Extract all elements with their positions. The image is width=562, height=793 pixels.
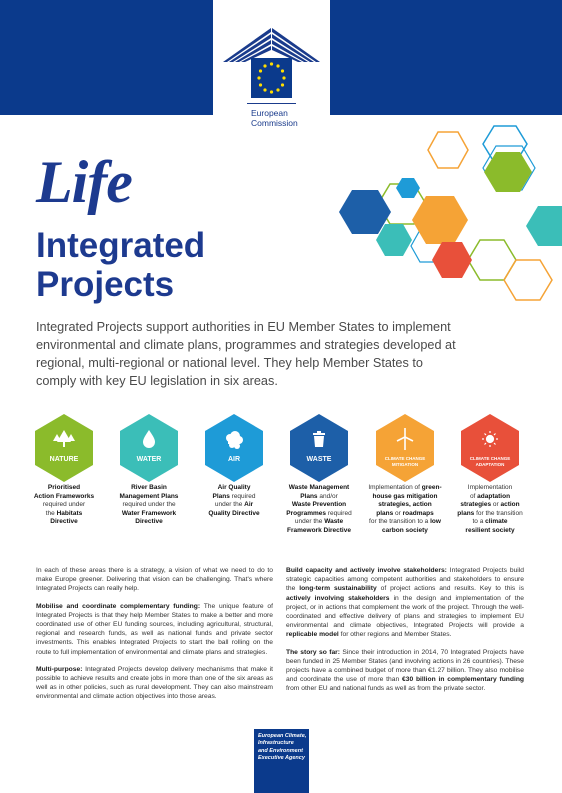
- left-p2: Mobilise and coordinate complementary funding: The unique feature of Integrated Projects is that they help Member States to make a better and more coordinated use of other EU funding sources, including agricultural, structural, regional and research funds, as well as national funds and private sector investments. This enables Integrated Projects to start the ball rolling on the route to full implementation of environmental and climate plans and strategies.: [36, 602, 273, 656]
- area-label-air: AIR: [227, 456, 241, 463]
- logo-text-line1: European: [251, 108, 288, 118]
- right-column: [286, 566, 524, 702]
- area-label-waste: WASTE: [306, 456, 332, 463]
- title-line-1: Integrated: [36, 226, 206, 265]
- life-title: Life: [36, 149, 132, 215]
- right-p2: The story so far: Since their introduction in 2014, 70 Integrated Projects have been funded in 25 Member States (and involving actions in 26 countries). These projects have a combined budget of more than €1.27 billion. They also mobilise and coordinate the use of more than €30 billion in complementary funding from other EU and national funds as well as from the private sector.: [286, 648, 524, 693]
- area-text-nature: Prioritised Action Frameworks required under the Habitats Directive: [33, 484, 95, 525]
- area-climate-mitigation: [373, 412, 437, 484]
- area-air: [202, 412, 266, 484]
- hexagon-cluster-decoration: [330, 122, 562, 312]
- area-label-nature: NATURE: [49, 456, 79, 463]
- area-climate-adaptation: [458, 412, 522, 484]
- left-p3: Multi-purpose: Integrated Projects develop delivery mechanisms that make it possible to achieve results and create jobs in more than one of the six areas as well as in other policies, such as rural development. They can also mainstream environmental and climate action objectives into those areas.: [36, 665, 273, 701]
- area-text-adaptation: Implementation of adaptation strategies or action plans for the transition to a climate resilient society: [457, 484, 523, 534]
- logo-text-line2: Commission: [251, 118, 298, 128]
- intro-paragraph: Integrated Projects support authorities in EU Member States to implement environmental and climate plans, programmes and strategies developed at regional, multi-regional or national level. They help Member States to comply with key EU legislation in six areas.: [36, 320, 456, 388]
- bin-icon: [313, 431, 325, 447]
- area-nature: [32, 412, 96, 484]
- area-water: [117, 412, 181, 484]
- ec-logo: [213, 0, 330, 147]
- area-text-waste: Waste Management Plans and/or Waste Prevention Programmes required under the Waste Framework Directive: [286, 484, 352, 534]
- area-label-adaptation: CLIMATE CHANGE ADAPTATION: [469, 456, 511, 467]
- area-text-mitigation: Implementation of green- house gas mitigation strategies, action plans or roadmaps for the transition to a low carbon society: [368, 484, 442, 534]
- title-line-2: Projects: [36, 265, 175, 304]
- area-text-water: River Basin Management Plans required under the Water Framework Directive: [119, 484, 179, 525]
- left-p1: In each of these areas there is a strategy, a vision of what we need to do to make Europe greener. Delivering that vision can be challenging. That's where Integrated Projects can really help.: [36, 567, 273, 593]
- area-label-mitigation: CLIMATE CHANGE MITIGATION: [384, 456, 426, 467]
- area-text-air: Air Quality Plans required under the Air Quality Directive: [208, 484, 260, 517]
- left-column: [36, 566, 273, 710]
- area-label-water: WATER: [136, 456, 162, 463]
- area-waste: [287, 412, 351, 484]
- right-p1: Build capacity and actively involve stakeholders: Integrated Projects build strategic capacities among competent authorities and stakeholders to ensure the long-term sustainability of project actions and results. Key to this is actively involving stakeholders in the design and implementation of the project, or in actions that complement the work of the project. Through the well-coordinated and effective delivery of plans and strategies to implement EU environmental and climate objectives, Integrated Projects will provide a replicable model for other regions and Member States.: [286, 567, 524, 639]
- agency-name: European Climate, Infrastructure and Environment Executive Agency: [258, 733, 307, 761]
